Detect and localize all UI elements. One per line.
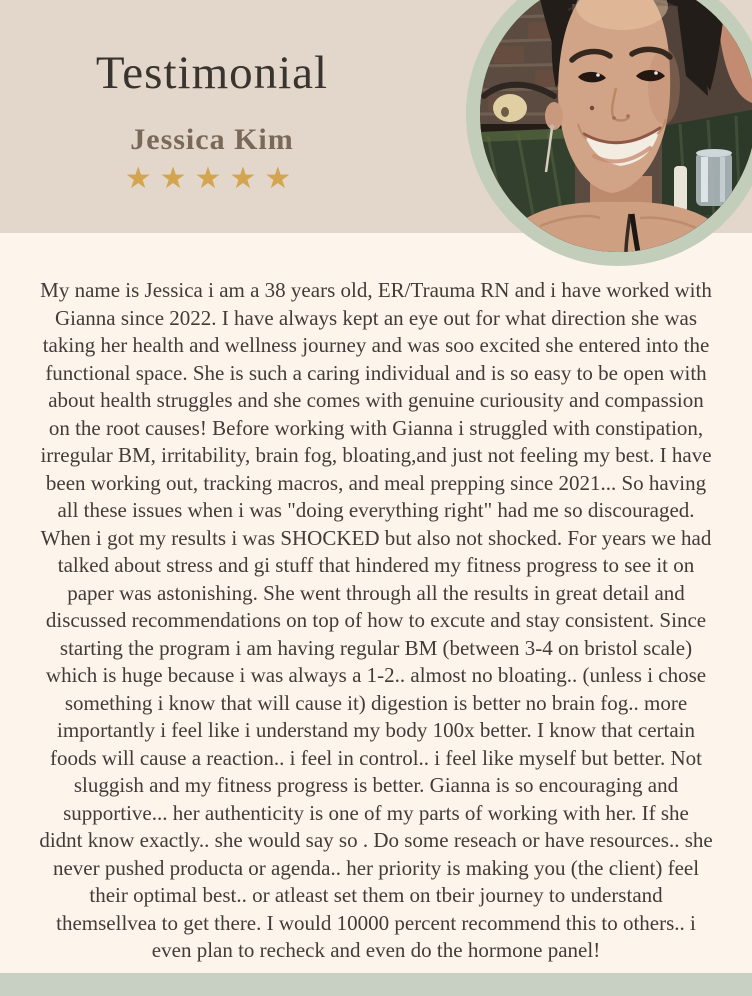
testimonial-line: supportive... her authenticity is one of my parts of working with her. If she: [63, 800, 689, 825]
page-title: Testimonial: [95, 47, 329, 99]
testimonial-line: which is huge because i was always a 1-2.. almost no bloating.. (unless i chose: [45, 663, 707, 687]
candle-icon: [674, 166, 687, 212]
water-glass-icon: [696, 149, 732, 206]
star-icon: ★: [264, 161, 300, 196]
testimonial-line: My name is Jessica i am a 38 years old, ER/Trauma RN and i have worked with: [40, 278, 712, 302]
star-icon: ★: [229, 161, 265, 196]
testimonial-line: never pushed producta or agenda.. her priority is making you (the client) feel: [52, 855, 700, 880]
testimonial-line: been working out, tracking macros, and meal prepping since 2021... So having: [45, 470, 707, 495]
footer-bar: [0, 973, 752, 996]
star-icon: ★: [124, 161, 160, 196]
testimonial-line: about health struggles and she comes with genuine curiousity and compassion: [48, 388, 704, 412]
testimonial-line: foods will cause a reaction.. i feel in control.. i feel like myself but better. Not: [50, 745, 702, 770]
testimonial-line: even plan to recheck and even do the hormone panel!: [151, 938, 601, 962]
testimonial-line: all these issues when i was "doing everything right" had me so discouraged.: [57, 498, 695, 522]
testimonial-line: Gianna since 2022. I have always kept an eye out for what direction she was: [54, 305, 698, 330]
star-icon: ★: [194, 161, 230, 196]
testimonial-line: taking her health and wellness journey and was soo excited she entered into the: [42, 333, 710, 357]
testimonial-line: functional space. She is such a caring individual and is so easy to be open with: [45, 360, 707, 385]
star-icon: ★: [159, 161, 195, 196]
testimonial-text: [0, 277, 752, 965]
profile-photo-illustration: [480, 0, 752, 252]
testimonial-line: their optimal best.. or atleast set them on tbeir journey to understand: [89, 883, 663, 907]
header-left-column: [0, 0, 424, 194]
testimonial-line: something i know that will cause it) digestion is better no brain fog.. more: [64, 690, 688, 715]
testimonial-line: irregular BM, irritability, brain fog, bloating,and just not feeling my best. I have: [40, 443, 712, 467]
testimonial-line: paper was astonishing. She went through all the results in great detail and: [67, 580, 685, 605]
profile-photo: [480, 0, 752, 252]
star-rating: [0, 161, 424, 196]
testimonial-line: sluggish and my fitness progress is better. Gianna is so encouraging and: [73, 773, 679, 797]
testimonial-body: [0, 233, 752, 973]
testimonial-line: discussed recommendations on top of how to excute and stay consistent. Since: [45, 608, 707, 632]
testimonial-line: didnt know exactly.. she would say so . Do some reseach or have resources.. she: [39, 828, 713, 852]
testimonial-line: themsellvea to get there. I would 10000 percent recommend this to others.. i: [56, 910, 696, 935]
testimonial-line: on the root causes! Before working with Gianna i struggled with constipation,: [48, 415, 704, 440]
testimonial-line: When i got my results i was SHOCKED but also not shocked. For years we had: [40, 525, 712, 550]
reviewer-name: Jessica Kim: [130, 123, 294, 156]
testimonial-line: importantly i feel like i understand my body 100x better. I know that certain: [56, 718, 695, 742]
testimonial-line: talked about stress and gi stuff that hindered my fitness progress to see it on: [57, 553, 695, 577]
testimonial-line: starting the program i am having regular BM (between 3-4 on bristol scale): [59, 635, 693, 660]
